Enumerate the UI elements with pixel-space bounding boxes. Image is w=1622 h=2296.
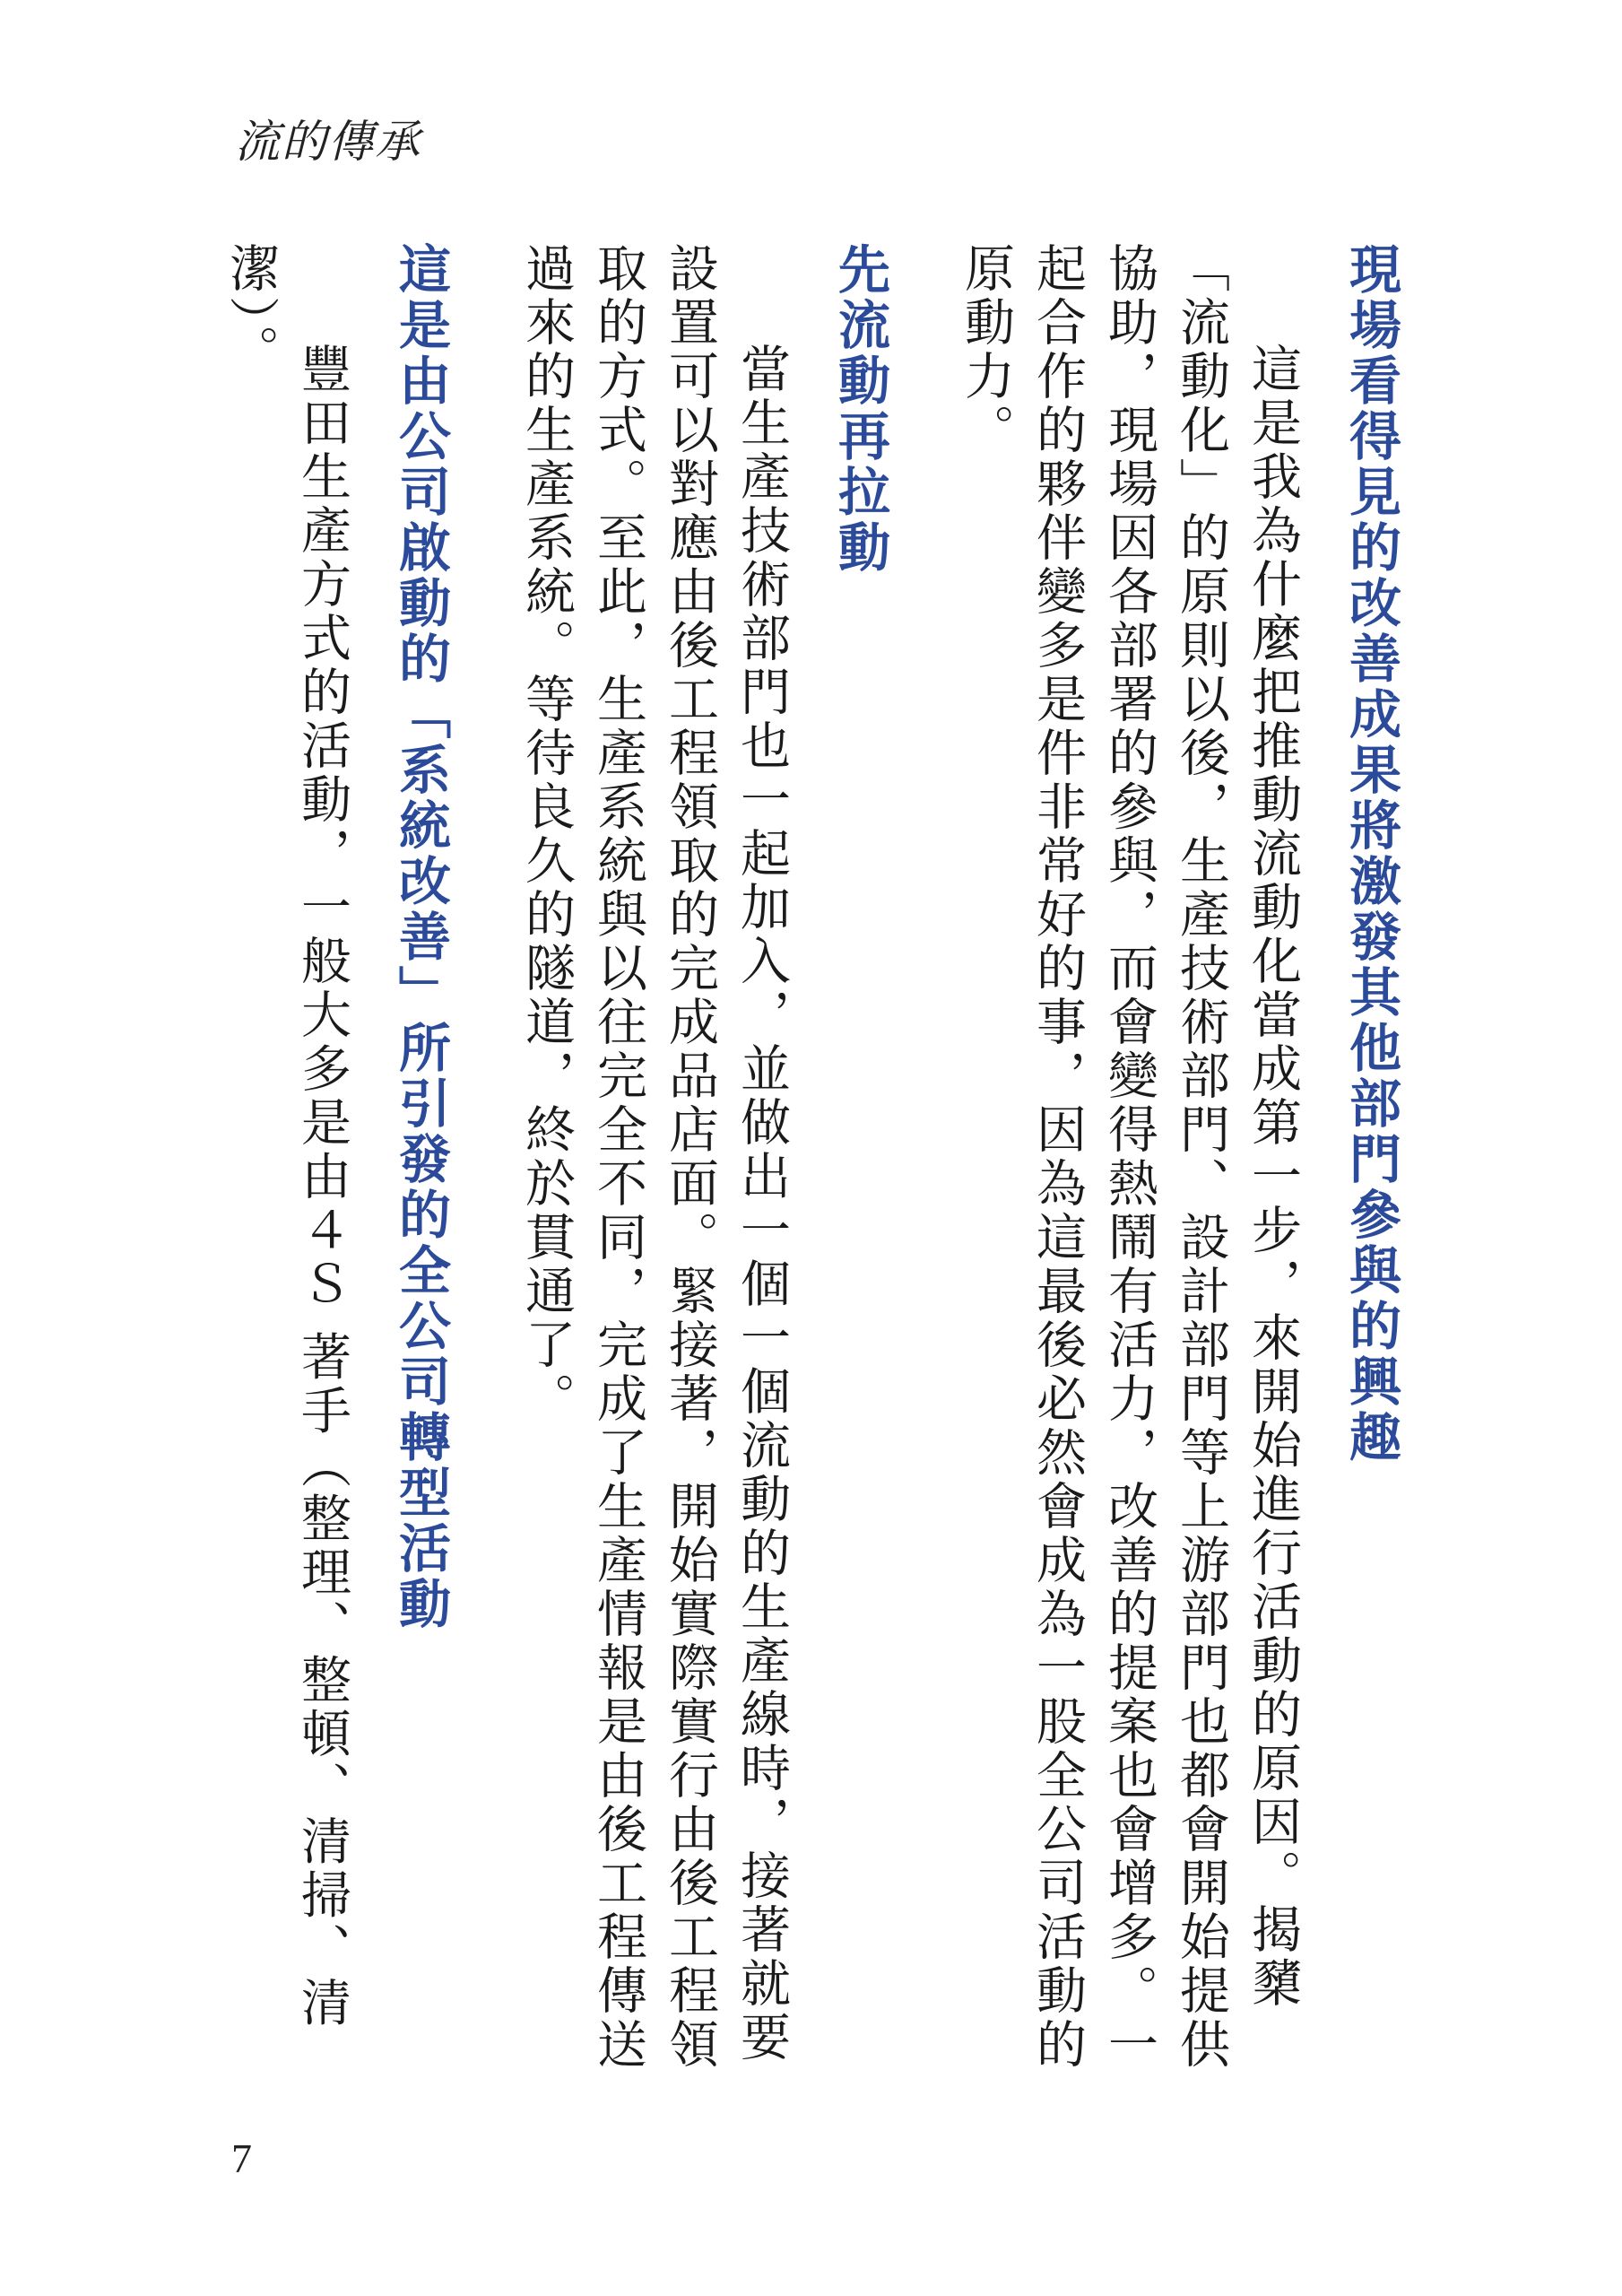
- section-paragraph-2: 當生產技術部門也一起加入，並做出一個一個流動的生產線時，接著就要設置可以對應由後工程領取的完成品店面。緊接著，開始實際實行由後工程領取的方式。至此，生產系統與以往完全不同，完成了生產情報是由後工程傳送過來的生產系統。等待良久的隧道，終於貫通了。: [517, 242, 791, 2072]
- section-paragraph-1: 這是我為什麼把推動流動化當成第一步，來開始進行活動的原因。揭櫫「流動化」的原則以後，生產技術部門、設計部門等上游部門也都會開始提供協助，現場因各部署的參與，而會變得熱鬧有活力，改善的提案也會增多。一起合作的夥伴變多是件非常好的事，因為這最後必然會成為一股全公司活動的原動力。: [957, 242, 1302, 2072]
- section-heading-1: 現場看得見的改善成果將激發其他部門參與的興趣: [1340, 242, 1401, 1465]
- section-heading-3: 這是由公司啟動的「系統改善」所引發的全公司轉型活動: [390, 242, 451, 1632]
- page-number: 7: [231, 2135, 252, 2181]
- section-heading-2: 先流動再拉動: [829, 242, 890, 576]
- running-head: 流的傳承: [235, 116, 421, 168]
- vertical-text-body: [214, 242, 1407, 2090]
- section-paragraph-3: 豐田生產方式的活動，一般大多是由４Ｓ 著手（整理、整頓、清掃、清潔）。: [221, 242, 351, 2031]
